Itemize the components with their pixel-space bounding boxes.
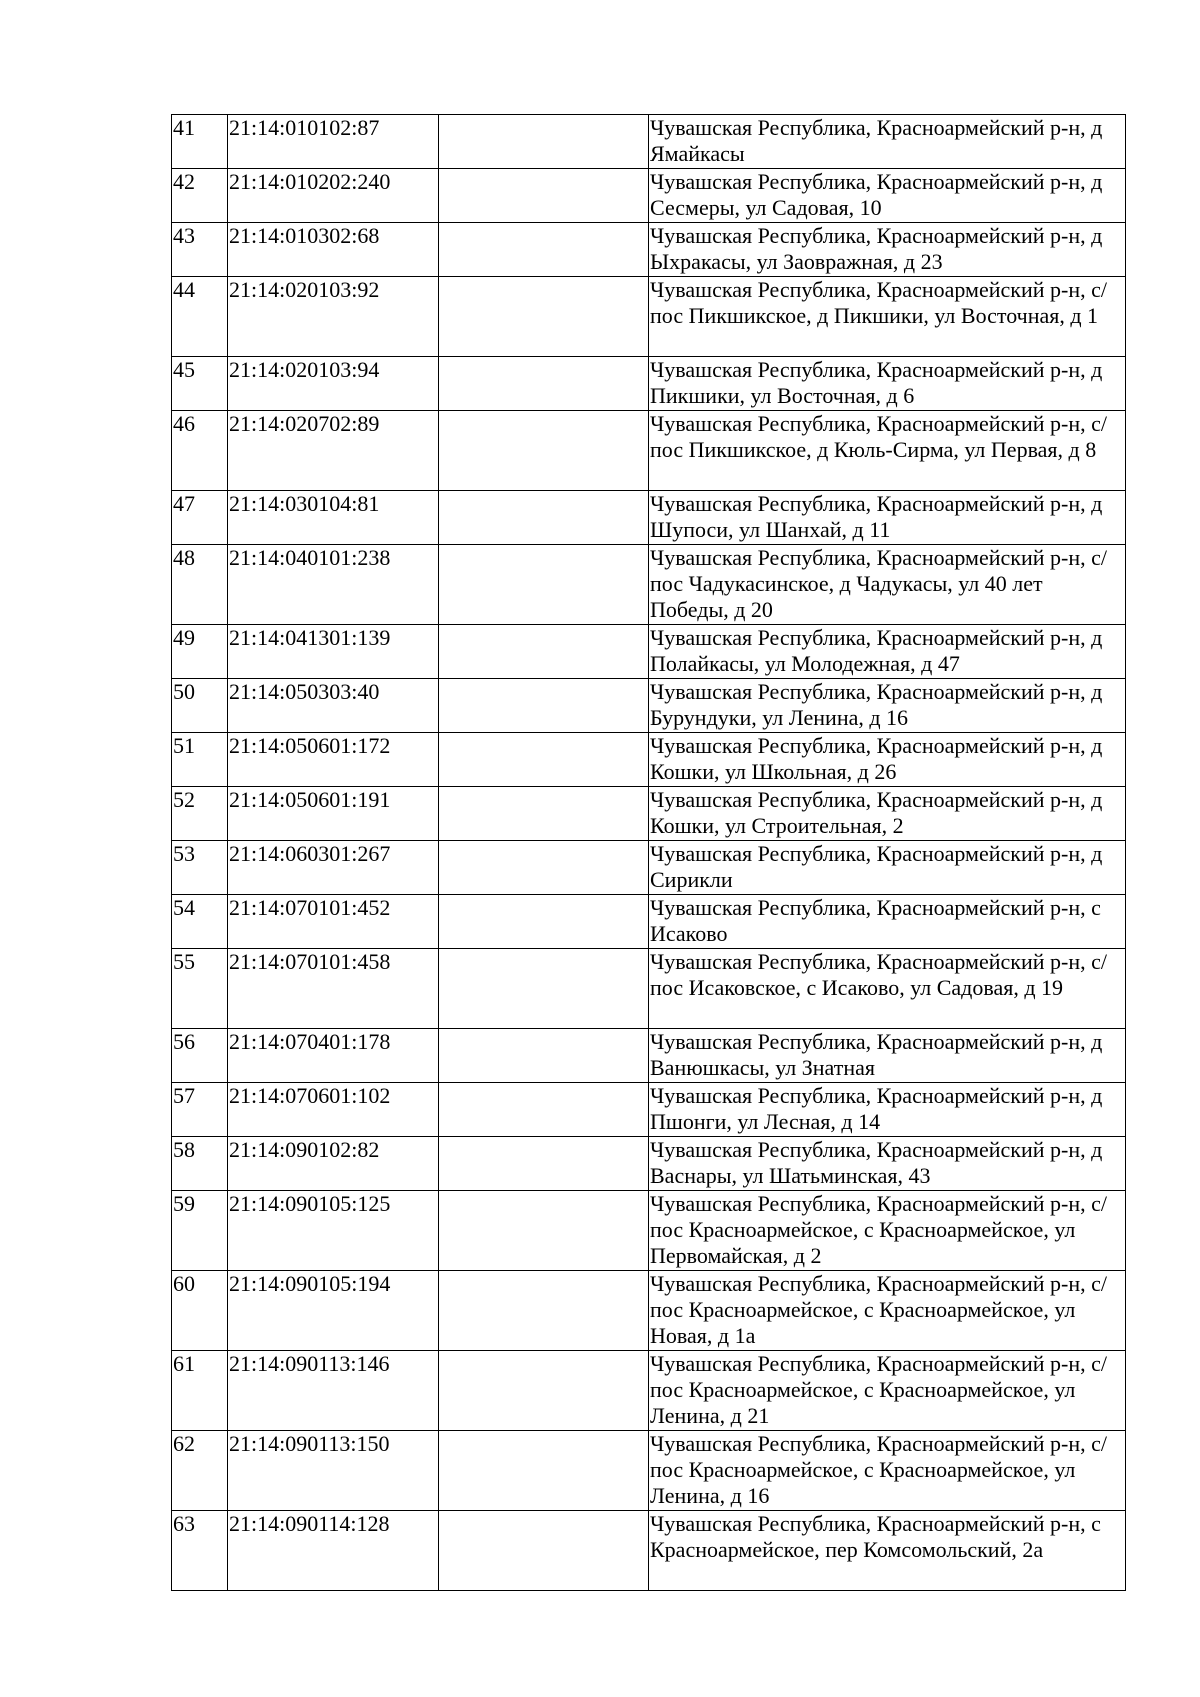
empty-cell <box>439 1137 649 1191</box>
cadastral-number-cell: 21:14:050601:191 <box>228 787 439 841</box>
row-number-cell: 62 <box>172 1431 228 1511</box>
row-number-cell: 59 <box>172 1191 228 1271</box>
row-number-cell: 55 <box>172 949 228 1029</box>
row-number-cell: 52 <box>172 787 228 841</box>
address-cell: Чувашская Республика, Красноармейский р-н, д Кошки, ул Строительная, 2 <box>649 787 1126 841</box>
empty-cell <box>439 1271 649 1351</box>
row-number-cell: 51 <box>172 733 228 787</box>
cadastral-number-cell: 21:14:040101:238 <box>228 545 439 625</box>
row-number-cell: 58 <box>172 1137 228 1191</box>
row-number-cell: 53 <box>172 841 228 895</box>
table-row <box>172 787 1126 841</box>
table-row <box>172 1511 1126 1591</box>
table-row <box>172 1191 1126 1271</box>
address-cell: Чувашская Республика, Красноармейский р-н, с/пос Красноармейское, с Красноармейское, ул Ленина, д 21 <box>649 1351 1126 1431</box>
row-number-cell: 54 <box>172 895 228 949</box>
table-row <box>172 411 1126 491</box>
empty-cell <box>439 1029 649 1083</box>
table-row <box>172 1029 1126 1083</box>
address-cell: Чувашская Республика, Красноармейский р-н, д Бурундуки, ул Ленина, д 16 <box>649 679 1126 733</box>
cadastral-number-cell: 21:14:020702:89 <box>228 411 439 491</box>
table-row <box>172 1083 1126 1137</box>
cadastral-number-cell: 21:14:070401:178 <box>228 1029 439 1083</box>
cadastral-number-cell: 21:14:010302:68 <box>228 223 439 277</box>
address-cell: Чувашская Республика, Красноармейский р-н, д Полайкасы, ул Молодежная, д 47 <box>649 625 1126 679</box>
table-row <box>172 625 1126 679</box>
empty-cell <box>439 949 649 1029</box>
table-row <box>172 545 1126 625</box>
cadastral-number-cell: 21:14:050601:172 <box>228 733 439 787</box>
table-body <box>172 115 1126 1591</box>
table-row <box>172 1351 1126 1431</box>
cadastral-number-cell: 21:14:010102:87 <box>228 115 439 169</box>
address-cell: Чувашская Республика, Красноармейский р-н, с/пос Красноармейское, с Красноармейское, ул Первомайская, д 2 <box>649 1191 1126 1271</box>
address-cell: Чувашская Республика, Красноармейский р-н, д Сирикли <box>649 841 1126 895</box>
address-cell: Чувашская Республика, Красноармейский р-н, с/пос Пикшикское, д Кюль-Сирма, ул Первая, д 8 <box>649 411 1126 491</box>
empty-cell <box>439 277 649 357</box>
cadastral-number-cell: 21:14:070101:458 <box>228 949 439 1029</box>
empty-cell <box>439 895 649 949</box>
row-number-cell: 60 <box>172 1271 228 1351</box>
empty-cell <box>439 357 649 411</box>
empty-cell <box>439 733 649 787</box>
address-cell: Чувашская Республика, Красноармейский р-н, д Ванюшкасы, ул Знатная <box>649 1029 1126 1083</box>
empty-cell <box>439 841 649 895</box>
table-row <box>172 357 1126 411</box>
cadastral-number-cell: 21:14:090102:82 <box>228 1137 439 1191</box>
empty-cell <box>439 545 649 625</box>
cadastral-number-cell: 21:14:090113:146 <box>228 1351 439 1431</box>
cadastral-number-cell: 21:14:060301:267 <box>228 841 439 895</box>
cadastral-number-cell: 21:14:070101:452 <box>228 895 439 949</box>
address-cell: Чувашская Республика, Красноармейский р-н, с/пос Красноармейское, с Красноармейское, ул Новая, д 1а <box>649 1271 1126 1351</box>
table-row <box>172 949 1126 1029</box>
address-cell: Чувашская Республика, Красноармейский р-н, д Кошки, ул Школьная, д 26 <box>649 733 1126 787</box>
cadastral-number-cell: 21:14:090113:150 <box>228 1431 439 1511</box>
row-number-cell: 56 <box>172 1029 228 1083</box>
address-cell: Чувашская Республика, Красноармейский р-н, с Красноармейское, пер Комсомольский, 2а <box>649 1511 1126 1591</box>
address-cell: Чувашская Республика, Красноармейский р-н, д Пшонги, ул Лесная, д 14 <box>649 1083 1126 1137</box>
address-cell: Чувашская Республика, Красноармейский р-н, с/пос Пикшикское, д Пикшики, ул Восточная, д 1 <box>649 277 1126 357</box>
row-number-cell: 44 <box>172 277 228 357</box>
cadastral-number-cell: 21:14:090105:125 <box>228 1191 439 1271</box>
address-cell: Чувашская Республика, Красноармейский р-н, д Васнары, ул Шатьминская, 43 <box>649 1137 1126 1191</box>
cadastral-number-cell: 21:14:020103:92 <box>228 277 439 357</box>
cadastral-number-cell: 21:14:070601:102 <box>228 1083 439 1137</box>
table-row <box>172 223 1126 277</box>
empty-cell <box>439 1191 649 1271</box>
row-number-cell: 48 <box>172 545 228 625</box>
empty-cell <box>439 787 649 841</box>
empty-cell <box>439 169 649 223</box>
table-row <box>172 491 1126 545</box>
table-row <box>172 679 1126 733</box>
cadastral-number-cell: 21:14:020103:94 <box>228 357 439 411</box>
address-cell: Чувашская Республика, Красноармейский р-н, с/пос Исаковское, с Исаково, ул Садовая, д 19 <box>649 949 1126 1029</box>
address-cell: Чувашская Республика, Красноармейский р-н, д Ямайкасы <box>649 115 1126 169</box>
cadastral-number-cell: 21:14:010202:240 <box>228 169 439 223</box>
row-number-cell: 47 <box>172 491 228 545</box>
row-number-cell: 45 <box>172 357 228 411</box>
table-row <box>172 115 1126 169</box>
row-number-cell: 49 <box>172 625 228 679</box>
empty-cell <box>439 1351 649 1431</box>
table-row <box>172 733 1126 787</box>
empty-cell <box>439 625 649 679</box>
empty-cell <box>439 411 649 491</box>
table-row <box>172 841 1126 895</box>
empty-cell <box>439 1511 649 1591</box>
row-number-cell: 61 <box>172 1351 228 1431</box>
address-cell: Чувашская Республика, Красноармейский р-н, д Шупоси, ул Шанхай, д 11 <box>649 491 1126 545</box>
address-cell: Чувашская Республика, Красноармейский р-н, с/пос Чадукасинское, д Чадукасы, ул 40 лет Победы, д 20 <box>649 545 1126 625</box>
address-cell: Чувашская Республика, Красноармейский р-н, д Пикшики, ул Восточная, д 6 <box>649 357 1126 411</box>
table-row <box>172 1137 1126 1191</box>
empty-cell <box>439 115 649 169</box>
cadastral-number-cell: 21:14:090114:128 <box>228 1511 439 1591</box>
table-row <box>172 1271 1126 1351</box>
empty-cell <box>439 491 649 545</box>
cadastral-number-cell: 21:14:050303:40 <box>228 679 439 733</box>
row-number-cell: 50 <box>172 679 228 733</box>
cadastral-number-cell: 21:14:090105:194 <box>228 1271 439 1351</box>
row-number-cell: 41 <box>172 115 228 169</box>
row-number-cell: 63 <box>172 1511 228 1591</box>
row-number-cell: 57 <box>172 1083 228 1137</box>
row-number-cell: 42 <box>172 169 228 223</box>
cadastral-number-cell: 21:14:030104:81 <box>228 491 439 545</box>
address-cell: Чувашская Республика, Красноармейский р-н, д Ыхракасы, ул Заовражная, д 23 <box>649 223 1126 277</box>
empty-cell <box>439 679 649 733</box>
table-row <box>172 277 1126 357</box>
row-number-cell: 43 <box>172 223 228 277</box>
row-number-cell: 46 <box>172 411 228 491</box>
table-row <box>172 169 1126 223</box>
address-cell: Чувашская Республика, Красноармейский р-н, с/пос Красноармейское, с Красноармейское, ул Ленина, д 16 <box>649 1431 1126 1511</box>
property-table <box>171 114 1126 1591</box>
cadastral-number-cell: 21:14:041301:139 <box>228 625 439 679</box>
table-row <box>172 895 1126 949</box>
empty-cell <box>439 1431 649 1511</box>
empty-cell <box>439 1083 649 1137</box>
address-cell: Чувашская Республика, Красноармейский р-н, д Сесмеры, ул Садовая, 10 <box>649 169 1126 223</box>
empty-cell <box>439 223 649 277</box>
address-cell: Чувашская Республика, Красноармейский р-н, с Исаково <box>649 895 1126 949</box>
table-row <box>172 1431 1126 1511</box>
